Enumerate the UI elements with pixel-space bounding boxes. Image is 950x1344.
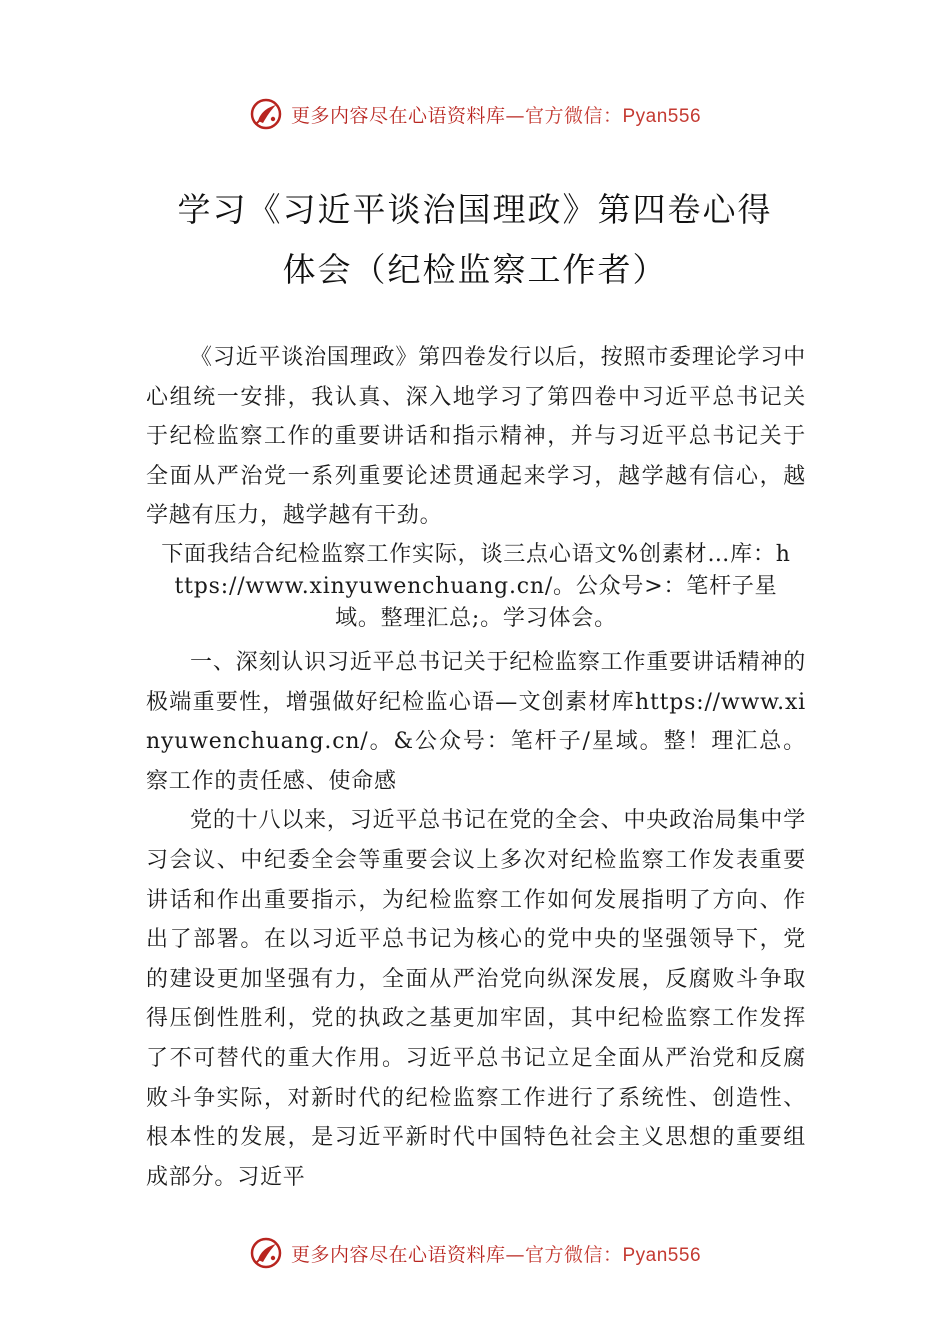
paragraph-body: 党的十八以来，习近平总书记在党的全会、中央政治局集中学习会议、中纪委全会等重要会议上多次对纪检监察工作发表重要讲话和作出重要指示，为纪检监察工作如何发展指明了方向、作出了部署。在以习近平总书记为核心的党中央的坚强领导下，党的建设更加坚强有力，全面从严治党向纵深发展，反腐败斗争取得压倒性胜利，党的执政之基更加牢固，其中纪检监察工作发挥了不可替代的重大作用。习近平总书记立足全面从严治党和反腐败斗争实际，对新时代的纪检监察工作进行了系统性、创造性、根本性的发展，是习近平新时代中国特色社会主义思想的重要组成部分。习近平 xyxy=(146,808,806,1190)
banner-dash: — xyxy=(505,1243,525,1266)
paragraph-watermark-note: 下面我结合纪检监察工作实际，谈三点心语文%创素材…库：https://www.xinyuwenchuang.cn/。公众号>：笔杆子星域。整理汇总;。学习体会。 xyxy=(161,541,791,631)
paragraph-section-heading: 一、深刻认识习近平总书记关于纪检监察工作重要讲话精神的极端重要性，增强做好纪检监心语—文创素材库https://www.xinyuwenchuang.cn/。&公众号：笔杆子/星域。整！理汇总。察工作的责任感、使命感 xyxy=(146,649,806,794)
banner-dash: — xyxy=(505,104,525,127)
banner-wechat-id: Pyan556 xyxy=(622,1244,702,1266)
brand-logo-icon xyxy=(249,1236,283,1270)
banner-wechat-label: 官方微信： xyxy=(524,1243,623,1266)
banner-main-text: 更多内容尽在心语资料库 xyxy=(290,1243,506,1266)
banner-text xyxy=(291,1240,701,1267)
header-banner xyxy=(0,94,950,134)
banner-wechat-id: Pyan556 xyxy=(622,105,702,127)
document-title-line-1: 学习《习近平谈治国理政》第四卷心得 xyxy=(177,190,773,229)
banner-wechat-label: 官方微信： xyxy=(524,104,623,127)
banner-text xyxy=(291,101,701,128)
brand-logo-icon xyxy=(249,97,283,131)
document-body xyxy=(146,338,806,1197)
document-title-line-2: 体会（纪检监察工作者） xyxy=(282,250,668,289)
footer-banner xyxy=(0,1233,950,1273)
paragraph-intro: 《习近平谈治国理政》第四卷发行以后，按照市委理论学习中心组统一安排，我认真、深入地学习了第四卷中习近平总书记关于纪检监察工作的重要讲话和指示精神，并与习近平总书记关于全面从严治党一系列重要论述贯通起来学习，越学越有信心，越学越有压力，越学越有干劲。 xyxy=(146,345,806,529)
banner-main-text: 更多内容尽在心语资料库 xyxy=(290,104,506,127)
